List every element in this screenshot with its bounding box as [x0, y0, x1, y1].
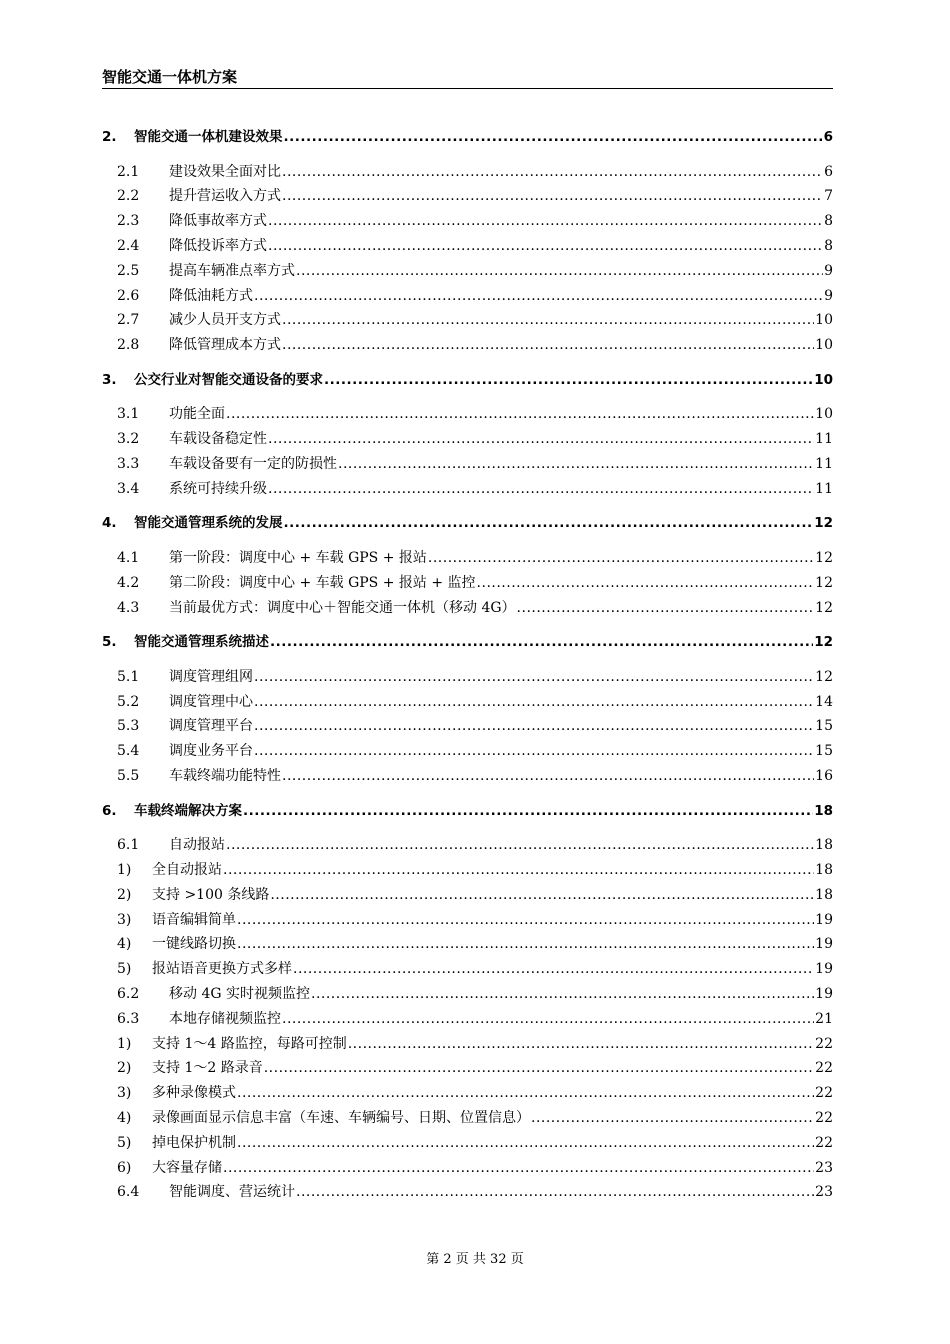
toc-entry-page-number: 12	[815, 599, 833, 616]
toc-entry-number: 4)	[117, 1110, 132, 1126]
toc-entry[interactable]	[102, 310, 833, 330]
toc-dot-leader	[268, 211, 823, 231]
toc-entry-page-number: 11	[815, 456, 833, 472]
toc-entry-title: 智能交通管理系统描述	[134, 634, 269, 651]
toc-entry-title: 移动 4G 实时视频监控	[169, 986, 310, 1002]
toc-entry[interactable]	[102, 598, 833, 618]
toc-entry-page-number: 9	[824, 287, 833, 304]
toc-entry-number: 2.2	[117, 188, 140, 205]
toc-entry[interactable]	[102, 162, 833, 182]
toc-entry-number: 4.3	[117, 599, 140, 616]
toc-entry-page-number: 14	[815, 693, 833, 710]
toc-entry-page-number: 18	[815, 862, 833, 878]
toc-dot-leader	[223, 860, 814, 880]
toc-entry-page-number: 19	[815, 986, 833, 1002]
toc-entry-page-number: 8	[824, 213, 833, 230]
toc-entry-page-number: 15	[815, 743, 833, 760]
toc-entry-title: 车载终端解决方案	[134, 802, 242, 819]
toc-entry-title: 自动报站	[169, 837, 225, 854]
toc-dot-leader	[428, 548, 814, 568]
toc-dot-leader	[264, 1058, 814, 1078]
toc-dot-leader	[284, 513, 814, 533]
toc-dot-leader	[268, 429, 814, 449]
toc-entry[interactable]	[102, 1158, 833, 1178]
toc-dot-leader	[254, 286, 823, 306]
toc-entry-number: 2.6	[117, 287, 140, 304]
toc-entry-title: 调度管理平台	[169, 718, 253, 735]
toc-entry[interactable]	[102, 801, 833, 821]
toc-entry[interactable]	[102, 934, 833, 954]
toc-entry-title: 智能交通管理系统的发展	[134, 515, 283, 532]
toc-entry[interactable]	[102, 429, 833, 449]
toc-entry-page-number: 22	[815, 1134, 833, 1151]
toc-entry-number: 2)	[117, 1060, 132, 1077]
toc-dot-leader	[254, 692, 814, 712]
toc-entry-number: 5.	[102, 634, 117, 651]
toc-entry-number: 3.	[102, 371, 117, 388]
toc-entry-page-number: 11	[815, 431, 833, 448]
toc-dot-leader	[282, 766, 814, 786]
toc-entry-page-number: 21	[815, 1010, 833, 1027]
toc-entry-number: 2.	[102, 129, 117, 145]
toc-dot-leader	[517, 598, 815, 618]
toc-entry-title: 建设效果全面对比	[169, 163, 281, 180]
toc-entry[interactable]	[102, 513, 833, 533]
toc-entry[interactable]	[102, 211, 833, 231]
toc-entry-number: 4)	[117, 936, 132, 953]
toc-entry-title: 调度业务平台	[169, 743, 253, 760]
toc-entry-title: 录像画面显示信息丰富（车速、车辆编号、日期、位置信息）	[152, 1110, 530, 1126]
toc-entry[interactable]	[102, 404, 833, 424]
toc-entry-title: 第一阶段：调度中心 + 车载 GPS + 报站	[169, 550, 427, 566]
toc-entry[interactable]	[102, 741, 833, 761]
toc-dot-leader	[270, 632, 813, 652]
toc-entry-number: 5.3	[117, 718, 140, 735]
toc-entry-number: 2.8	[117, 337, 140, 354]
toc-entry-title: 本地存储视频监控	[169, 1010, 281, 1027]
toc-entry-page-number: 22	[815, 1085, 833, 1102]
toc-entry-number: 6.1	[117, 837, 140, 854]
toc-dot-leader	[282, 310, 814, 330]
toc-entry-page-number: 10	[815, 406, 833, 423]
toc-entry-page-number: 12	[815, 574, 833, 591]
toc-entry[interactable]	[102, 885, 833, 905]
toc-entry-title: 全自动报站	[152, 862, 222, 878]
toc-entry[interactable]	[102, 1182, 833, 1202]
toc-entry[interactable]	[102, 573, 833, 593]
toc-entry-page-number: 9	[824, 262, 833, 279]
toc-dot-leader	[254, 667, 814, 687]
toc-entry-number: 2.5	[117, 262, 140, 279]
toc-entry[interactable]	[102, 835, 833, 855]
toc-dot-leader	[237, 910, 814, 930]
toc-entry-number: 3)	[117, 1085, 132, 1102]
toc-entry-page-number: 18	[815, 886, 833, 903]
toc-entry[interactable]	[102, 632, 833, 652]
toc-entry[interactable]	[102, 370, 833, 390]
toc-entry-page-number: 22	[815, 1110, 833, 1126]
toc-entry[interactable]	[102, 1083, 833, 1103]
toc-dot-leader	[282, 335, 814, 355]
toc-entry[interactable]	[102, 454, 833, 474]
toc-entry-page-number: 15	[815, 718, 833, 735]
toc-entry-title: 支持 >100 条线路	[152, 886, 270, 903]
toc-entry-page-number: 6	[824, 163, 833, 180]
toc-entry-page-number: 12	[814, 515, 833, 532]
toc-entry-title: 智能交通一体机建设效果	[134, 129, 283, 145]
toc-entry[interactable]	[102, 127, 833, 147]
toc-entry[interactable]	[102, 236, 833, 256]
toc-dot-leader	[254, 716, 814, 736]
toc-entry[interactable]	[102, 1133, 833, 1153]
toc-entry-title: 掉电保护机制	[152, 1134, 236, 1151]
toc-dot-leader	[282, 162, 823, 182]
toc-entry-number: 1)	[117, 862, 132, 878]
toc-dot-leader	[311, 984, 814, 1004]
toc-entry-title: 公交行业对智能交通设备的要求	[134, 371, 323, 388]
toc-entry[interactable]	[102, 335, 833, 355]
toc-entry[interactable]	[102, 860, 833, 880]
toc-entry-title: 报站语音更换方式多样	[152, 961, 292, 978]
toc-entry[interactable]	[102, 1034, 833, 1054]
toc-entry-number: 2.4	[117, 238, 140, 254]
toc-entry-number: 5)	[117, 961, 132, 978]
toc-entry-page-number: 6	[823, 129, 833, 145]
toc-entry-page-number: 19	[815, 936, 833, 953]
toc-dot-leader	[296, 261, 823, 281]
toc-entry[interactable]	[102, 667, 833, 687]
page-footer: 第 2 页 共 32 页	[426, 1252, 524, 1267]
toc-dot-leader	[282, 1009, 814, 1029]
toc-entry-number: 3.2	[117, 431, 140, 448]
toc-entry-number: 4.	[102, 515, 117, 532]
toc-entry-page-number: 16	[815, 768, 833, 784]
toc-dot-leader	[282, 186, 823, 206]
toc-entry[interactable]	[102, 548, 833, 568]
toc-entry-page-number: 23	[815, 1184, 833, 1201]
toc-dot-leader	[237, 934, 814, 954]
toc-entry-page-number: 23	[815, 1159, 833, 1176]
toc-entry[interactable]	[102, 1009, 833, 1029]
toc-dot-leader	[348, 1034, 814, 1054]
toc-entry[interactable]	[102, 1058, 833, 1078]
toc-entry-page-number: 7	[824, 188, 833, 205]
toc-entry[interactable]	[102, 1108, 833, 1128]
toc-entry-title: 第二阶段：调度中心 + 车载 GPS + 报站 + 监控	[169, 574, 476, 591]
toc-entry-title: 系统可持续升级	[169, 480, 267, 497]
toc-entry-page-number: 19	[815, 911, 833, 928]
toc-entry-title: 降低投诉率方式	[169, 238, 267, 254]
toc-entry[interactable]	[102, 186, 833, 206]
toc-entry-title: 车载设备要有一定的防损性	[169, 456, 337, 472]
toc-entry[interactable]	[102, 286, 833, 306]
toc-dot-leader	[268, 479, 814, 499]
toc-entry[interactable]	[102, 766, 833, 786]
toc-entry-title: 支持 1～4 路监控，每路可控制	[152, 1035, 347, 1052]
page-header	[102, 64, 833, 89]
toc-entry-number: 6.	[102, 802, 117, 819]
toc-entry-number: 2)	[117, 886, 132, 903]
toc-entry-title: 语音编辑简单	[152, 911, 236, 928]
toc-entry-title: 多种录像模式	[152, 1085, 236, 1102]
toc-entry-title: 提升营运收入方式	[169, 188, 281, 205]
toc-dot-leader	[324, 370, 813, 390]
toc-entry-page-number: 10	[815, 312, 833, 329]
toc-entry-title: 智能调度、营运统计	[169, 1184, 295, 1201]
toc-entry-number: 5.1	[117, 668, 140, 685]
toc-entry-number: 2.3	[117, 213, 140, 230]
toc-entry-number: 4.2	[117, 574, 140, 591]
toc-entry-title: 调度管理中心	[169, 693, 253, 710]
toc-entry-number: 3.1	[117, 406, 140, 423]
toc-dot-leader	[268, 236, 823, 256]
toc-entry-title: 车载终端功能特性	[169, 768, 281, 784]
toc-entry-title: 一键线路切换	[152, 936, 236, 953]
toc-entry-number: 2.7	[117, 312, 140, 329]
toc-entry[interactable]	[102, 261, 833, 281]
toc-entry-number: 3)	[117, 911, 132, 928]
toc-entry-title: 提高车辆准点率方式	[169, 262, 295, 279]
toc-entry-number: 5.2	[117, 693, 140, 710]
toc-entry-page-number: 22	[815, 1035, 833, 1052]
toc-dot-leader	[531, 1108, 814, 1128]
toc-entry[interactable]	[102, 959, 833, 979]
toc-dot-leader	[223, 1158, 814, 1178]
toc-dot-leader	[243, 801, 813, 821]
toc-entry-page-number: 18	[815, 837, 833, 854]
toc-entry-number: 6.4	[117, 1184, 140, 1201]
toc-entry-number: 5.4	[117, 743, 140, 760]
toc-entry-number: 1)	[117, 1035, 132, 1052]
toc-dot-leader	[226, 404, 814, 424]
toc-entry-title: 调度管理组网	[169, 668, 253, 685]
toc-entry-number: 3.3	[117, 456, 140, 472]
toc-entry-page-number: 18	[814, 802, 833, 819]
toc-dot-leader	[237, 1083, 814, 1103]
toc-entry-page-number: 8	[824, 238, 833, 254]
toc-entry-page-number: 22	[815, 1060, 833, 1077]
toc-entry-number: 6.2	[117, 986, 140, 1002]
toc-entry-number: 2.1	[117, 163, 140, 180]
toc-entry-title: 减少人员开支方式	[169, 312, 281, 329]
toc-entry-title: 降低管理成本方式	[169, 337, 281, 354]
toc-dot-leader	[284, 127, 823, 147]
toc-dot-leader	[296, 1182, 814, 1202]
toc-entry-number: 4.1	[117, 550, 140, 566]
toc-entry-title: 支持 1～2 路录音	[152, 1060, 263, 1077]
toc-entry-title: 车载设备稳定性	[169, 431, 267, 448]
toc-dot-leader	[270, 885, 814, 905]
toc-entry-page-number: 12	[815, 550, 833, 566]
toc-entry-page-number: 12	[814, 634, 833, 651]
toc-dot-leader	[293, 959, 814, 979]
document-title: 智能交通一体机方案	[102, 68, 238, 86]
toc-dot-leader	[226, 835, 814, 855]
toc-entry-page-number: 11	[815, 480, 833, 497]
toc-entry-number: 5)	[117, 1134, 132, 1151]
toc-entry-number: 3.4	[117, 480, 140, 497]
toc-entry-title: 大容量存储	[152, 1159, 222, 1176]
toc-entry-page-number: 10	[814, 371, 833, 388]
toc-entry[interactable]	[102, 910, 833, 930]
toc-entry-page-number: 12	[815, 668, 833, 685]
toc-dot-leader	[254, 741, 814, 761]
toc-entry-page-number: 10	[815, 337, 833, 354]
toc-entry-title: 降低事故率方式	[169, 213, 267, 230]
toc-entry-number: 6.3	[117, 1010, 140, 1027]
toc-entry[interactable]	[102, 984, 833, 1004]
toc-entry-title: 降低油耗方式	[169, 287, 253, 304]
toc-entry-title: 当前最优方式：调度中心＋智能交通一体机（移动 4G）	[169, 599, 516, 616]
toc-entry-number: 5.5	[117, 768, 140, 784]
toc-entry[interactable]	[102, 692, 833, 712]
toc-entry[interactable]	[102, 716, 833, 736]
toc-entry-title: 功能全面	[169, 406, 225, 423]
toc-entry[interactable]	[102, 479, 833, 499]
toc-dot-leader	[237, 1133, 814, 1153]
toc-entry-page-number: 19	[815, 961, 833, 978]
toc-dot-leader	[338, 454, 814, 474]
toc-dot-leader	[477, 573, 815, 593]
toc-entry-number: 6)	[117, 1159, 132, 1176]
